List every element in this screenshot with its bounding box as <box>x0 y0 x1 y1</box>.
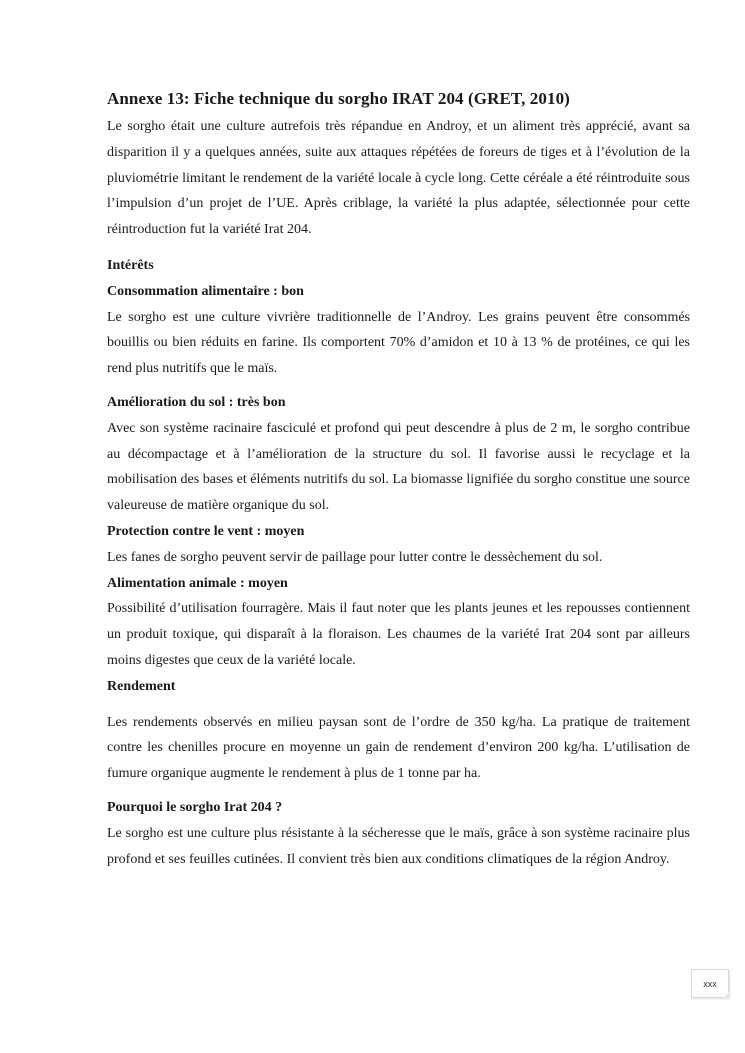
document-page <box>107 88 690 872</box>
section-heading-rendement: Rendement <box>107 678 176 694</box>
section-heading-interets: Intérêts <box>107 257 154 273</box>
section-text-amelioration: Avec son système racinaire fasciculé et profond qui peut descendre à plus de 2 m, le sorgho contribue au décompactage et à l’amélioration de la structure du sol. Il favorise aussi le recyclage et la mobilisation des bases et éléments nutritifs du sol. La biomasse lignifiée du sorgho constitue une source valeureuse de matière organique du sol. <box>107 420 690 514</box>
section-text-pourquoi: Le sorgho est une culture plus résistante à la sécheresse que le maïs, grâce à son système racinaire plus profond et ses feuilles cutinées. Il convient très bien aux conditions climatiques de la région Androy. <box>107 825 690 867</box>
page-title: Annexe 13: Fiche technique du sorgho IRAT 204 (GRET, 2010) <box>107 89 570 108</box>
section-heading-consommation: Consommation alimentaire : bon <box>107 283 304 299</box>
section-heading-protection: Protection contre le vent : moyen <box>107 523 305 539</box>
section-text-protection: Les fanes de sorgho peuvent servir de paillage pour lutter contre le dessèchement du sol. <box>107 549 603 565</box>
section-heading-alimentation: Alimentation animale : moyen <box>107 575 288 591</box>
page-number-label: xxx <box>703 978 717 989</box>
section-text-consommation: Le sorgho est une culture vivrière traditionnelle de l’Androy. Les grains peuvent être consommés bouillis ou bien réduits en farine. Ils comportent 70% d’amidon et 10 à 13 % de protéines, ce qui les rend plus nutritifs que le maïs. <box>107 309 690 377</box>
section-heading-amelioration: Amélioration du sol : très bon <box>107 394 286 410</box>
intro-paragraph: Le sorgho était une culture autrefois très répandue en Androy, et un aliment très apprécié, avant sa disparition il y a quelques années, suite aux attaques répétées de foreurs de tiges et à l’évolution de la pluviométrie limitant le rendement de la variété locale à cycle long. Cette céréale a été réintroduite sous l’impulsion d’un projet de l’UE. Après criblage, la variété la plus adaptée, sélectionnée pour cette réintroduction fut la variété Irat 204. <box>107 119 690 238</box>
section-text-rendement: Les rendements observés en milieu paysan sont de l’ordre de 350 kg/ha. La pratique de traitement contre les chenilles procure en moyenne un gain de rendement d’environ 200 kg/ha. L’utilisation de fumure organique augmente le rendement à plus de 1 tonne par ha. <box>107 714 690 782</box>
section-heading-pourquoi: Pourquoi le sorgho Irat 204 ? <box>107 799 283 815</box>
page-number-box <box>691 969 729 998</box>
section-text-alimentation: Possibilité d’utilisation fourragère. Mais il faut noter que les plants jeunes et les repousses contiennent un produit toxique, qui disparaît à la floraison. Les chaumes de la variété Irat 204 sont par ailleurs moins digestes que ceux de la variété locale. <box>107 601 690 668</box>
